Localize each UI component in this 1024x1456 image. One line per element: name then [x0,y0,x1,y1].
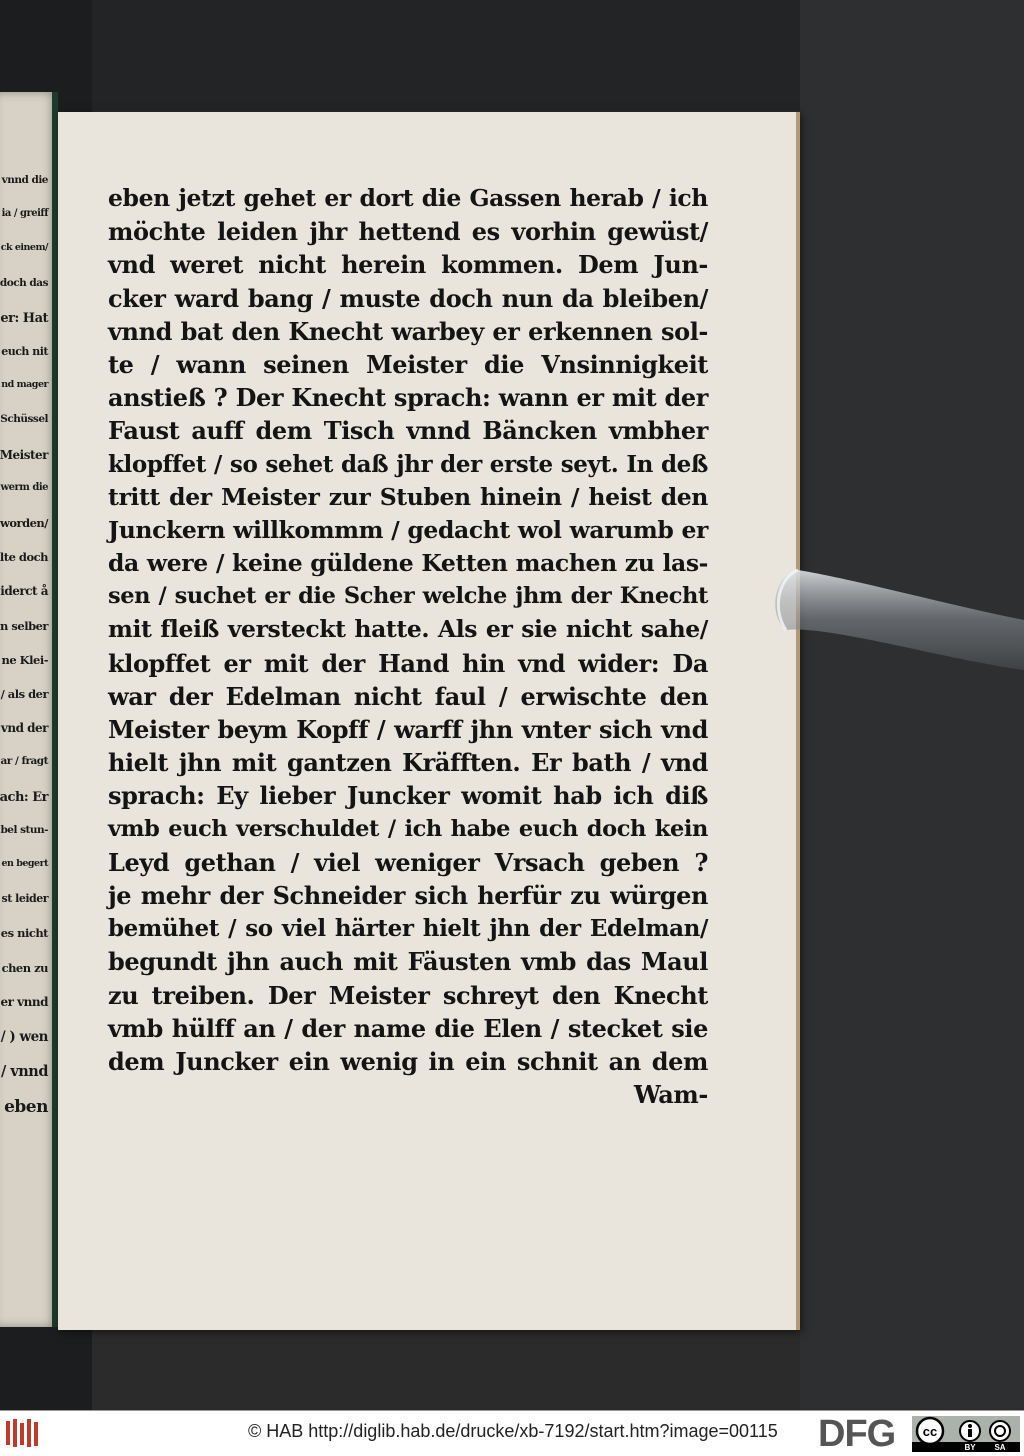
text-line: dem Juncker ein wenig in ein schnit an dem [108,1046,708,1076]
previous-page-line: iderct å [0,584,48,599]
svg-text:BY: BY [964,1443,976,1452]
previous-page-line: ar / fragt [0,755,48,768]
previous-page-line: / als der [0,687,48,701]
previous-page-line: n selber [0,618,48,633]
previous-page-line: st leider [1,892,48,906]
previous-page-line: lte doch [0,550,48,565]
dark-backdrop-right [800,0,1024,1410]
text-line: zu treiben. Der Meister schreyt den Knecht [108,980,708,1010]
text-line: Junckern willkommm / gedacht wol warumb er [108,515,708,544]
text-line: klopffet / so sehet daß jhr der erste seyt. In deß [108,450,708,478]
dfg-logo: DFG [818,1413,896,1455]
text-line: vnd weret nicht herein kommen. Dem Jun- [108,250,708,280]
text-line: sen / suchet er die Scher welche jhm der Knecht [108,583,708,610]
footer-bar [0,1410,1024,1456]
previous-page-line: / vnnd [1,1063,48,1081]
previous-page-line: er vnnd [0,994,48,1009]
text-line: sprach: Ey lieber Juncker womit hab ich diß [108,781,708,811]
text-line: anstieß ? Der Knecht sprach: wann er mit der [108,383,708,413]
svg-text:cc: cc [922,1424,938,1439]
previous-page-line: Schüssel [0,413,48,426]
previous-page-line: vnnd die [1,174,48,186]
previous-page-line: werm die [0,481,48,493]
previous-page-line: ne Klei- [1,652,48,667]
previous-page-line: eben [4,1097,48,1118]
previous-page-line: vnd der [0,721,48,736]
previous-page-line: worden/ [0,516,48,530]
text-line: Meister beym Kopff / warff jhn vnter sich vnd [108,715,708,744]
previous-page-line: ach: Er [0,789,48,805]
text-line: Leyd gethan / viel weniger Vrsach geben ? [108,847,708,877]
text-line: hielt jhn mit gantzen Kräfften. Er bath / vnd [108,748,708,778]
text-line: da were / keine güldene Ketten machen zu las- [108,549,708,578]
text-line: je mehr der Schneider sich herfür zu würgen [108,880,708,910]
text-line: cker ward bang / muste doch nun da bleiben/ [108,283,708,313]
text-line: vnnd bat den Knecht warbey er erkennen sol- [108,316,708,346]
text-line: war der Edelman nicht faul / erwischte den [108,681,708,711]
previous-page-line: es nicht [0,926,48,941]
page-text-block [108,182,708,1111]
previous-page-line: nd mager [1,379,48,391]
previous-page-line: euch nit [1,345,48,358]
text-line: mit fleiß versteckt hatte. Als er sie nicht sahe/ [108,615,708,644]
glass-page-weight [768,560,1024,670]
text-line: te / wann seinen Meister die Vnsinnigkeit [108,349,708,379]
previous-page-line: Meister [0,447,48,462]
previous-page-line: en begert [1,858,48,869]
previous-page-line: / ) wen [0,1029,48,1045]
cc-license-icon[interactable] [912,1416,1020,1452]
previous-page-edge [0,92,58,1327]
book-page [58,112,800,1330]
previous-page-line: doch das [0,276,48,289]
text-line: Faust auff dem Tisch vnnd Bäncken vmbher [108,416,708,446]
text-line: bemühet / so viel härter hielt jhn der Edelman/ [108,915,708,943]
text-line: möchte leiden jhr hettend es vorhin gewüst/ [108,217,708,247]
catchword: Wam- [633,1080,708,1110]
previous-page-line: bel stun- [0,823,48,836]
text-line: begundt jhn auch mit Fäusten vmb das Maul [108,947,708,977]
text-line: klopffet er mit der Hand hin vnd wider: Da [108,648,708,678]
previous-page-line: ck einem/ [0,242,48,254]
source-link[interactable]: © HAB http://diglib.hab.de/drucke/xb-7192/start.htm?image=00115 [248,1421,778,1441]
text-line: tritt der Meister zur Stuben hinein / heist den [108,482,708,511]
svg-text:SA: SA [994,1443,1006,1452]
text-line: vmb hülff an / der name die Elen / stecket sie [108,1013,708,1043]
library-logo-icon [6,1419,40,1447]
previous-page-line: chen zu [1,960,48,975]
previous-page-line: ia / greiff [1,208,48,220]
previous-page-line: er: Hat [0,310,48,326]
page-edge [796,112,800,1330]
text-line: eben jetzt gehet er dort die Gassen herab / ich [108,184,708,212]
text-line: vmb euch verschuldet / ich habe euch doch kein [108,815,708,842]
